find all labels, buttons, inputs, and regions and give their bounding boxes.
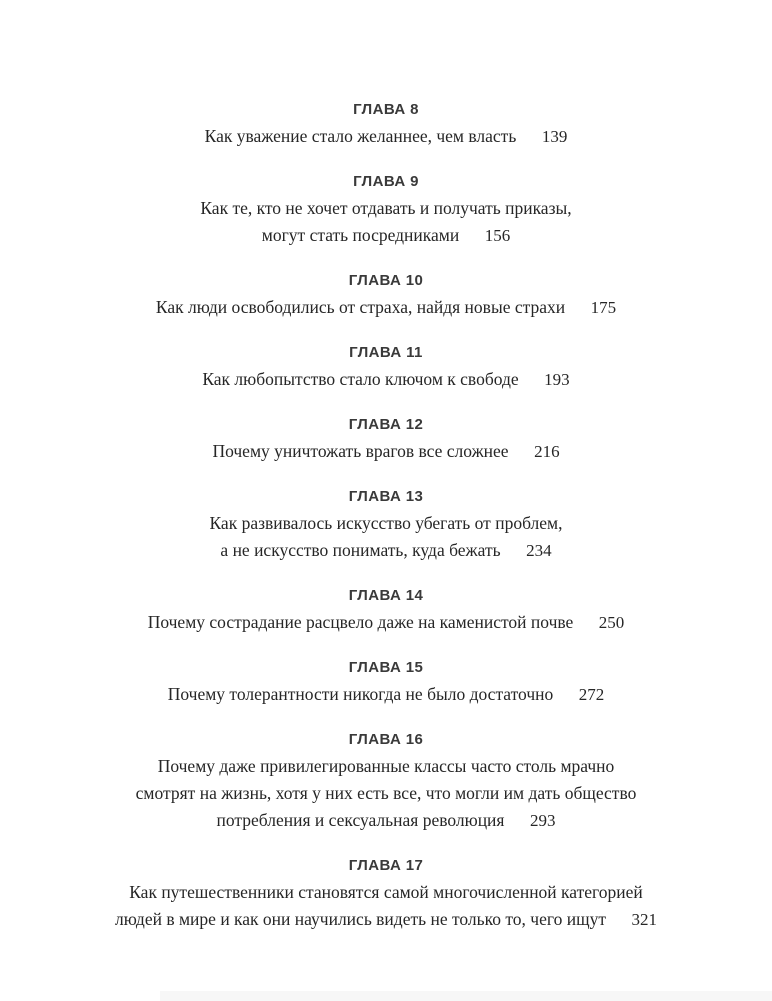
chapter-heading: ГЛАВА 12 xyxy=(348,416,424,433)
chapter-entry xyxy=(46,726,726,834)
chapter-title xyxy=(46,123,726,150)
chapter-page-number: 272 xyxy=(578,685,605,704)
chapter-title-line: Почему уничтожать врагов все сложнее 216 xyxy=(46,438,726,465)
chapter-title-line: Почему толерантности никогда не было достаточно 272 xyxy=(46,681,726,708)
chapter-heading: ГЛАВА 8 xyxy=(353,101,419,118)
chapter-title xyxy=(46,294,726,321)
chapter-page-number: 234 xyxy=(526,541,552,560)
chapter-title-line: Почему даже привилегированные классы часто столь мрачно xyxy=(157,756,615,776)
chapter-entry xyxy=(46,654,726,708)
chapter-page-number: 293 xyxy=(529,811,556,830)
chapter-heading: ГЛАВА 14 xyxy=(348,587,424,604)
chapter-entry xyxy=(46,267,726,321)
chapter-entry xyxy=(46,582,726,636)
chapter-entry xyxy=(46,339,726,393)
chapter-title-line: Почему сострадание расцвело даже на каменистой почве 250 xyxy=(46,609,726,636)
chapter-title-line: Как уважение стало желаннее, чем власть 139 xyxy=(46,123,726,150)
chapter-heading: ГЛАВА 9 xyxy=(353,173,419,190)
chapter-title-line: Как любопытство стало ключом к свободе 193 xyxy=(46,366,726,393)
chapter-title-line: Как люди освободились от страха, найдя новые страхи 175 xyxy=(46,294,726,321)
chapter-entry xyxy=(46,96,726,150)
page-edge-scan-artifact xyxy=(160,991,772,1001)
chapter-title xyxy=(46,366,726,393)
chapter-page-number: 250 xyxy=(598,613,625,632)
chapter-heading: ГЛАВА 11 xyxy=(349,344,423,361)
chapter-title-line: потребления и сексуальная революция 293 xyxy=(46,807,726,834)
chapter-title xyxy=(46,753,726,834)
chapter-page-number: 175 xyxy=(590,298,617,317)
chapter-title-line: людей в мире и как они научились видеть не только то, чего ищут 321 xyxy=(46,906,726,933)
chapter-page-number: 139 xyxy=(541,127,568,146)
chapter-heading: ГЛАВА 13 xyxy=(348,488,424,505)
chapter-heading: ГЛАВА 15 xyxy=(348,659,424,676)
chapter-entry xyxy=(46,411,726,465)
chapter-page-number: 156 xyxy=(484,226,511,245)
chapter-page-number: 216 xyxy=(534,442,560,461)
chapter-title-line: смотрят на жизнь, хотя у них есть все, что могли им дать общество xyxy=(135,783,637,803)
chapter-title xyxy=(46,681,726,708)
chapter-entry xyxy=(46,483,726,564)
chapter-title xyxy=(46,195,726,249)
chapter-heading: ГЛАВА 10 xyxy=(348,272,424,289)
chapter-heading: ГЛАВА 16 xyxy=(348,731,424,748)
chapter-title-line: Как те, кто не хочет отдавать и получать приказы, xyxy=(200,198,572,218)
chapter-title-line: Как путешественники становятся самой многочисленной категорией xyxy=(129,882,643,902)
chapter-heading: ГЛАВА 17 xyxy=(348,857,424,874)
table-of-contents xyxy=(46,96,726,933)
chapter-title xyxy=(46,510,726,564)
chapter-title xyxy=(46,879,726,933)
chapter-title-line: Как развивалось искусство убегать от проблем, xyxy=(209,513,563,533)
chapter-title-line: а не искусство понимать, куда бежать 234 xyxy=(46,537,726,564)
chapter-page-number: 321 xyxy=(631,910,657,929)
chapter-title-line: могут стать посредниками 156 xyxy=(46,222,726,249)
chapter-entry xyxy=(46,852,726,933)
chapter-entry xyxy=(46,168,726,249)
chapter-page-number: 193 xyxy=(544,370,570,389)
chapter-title xyxy=(46,609,726,636)
chapter-title xyxy=(46,438,726,465)
